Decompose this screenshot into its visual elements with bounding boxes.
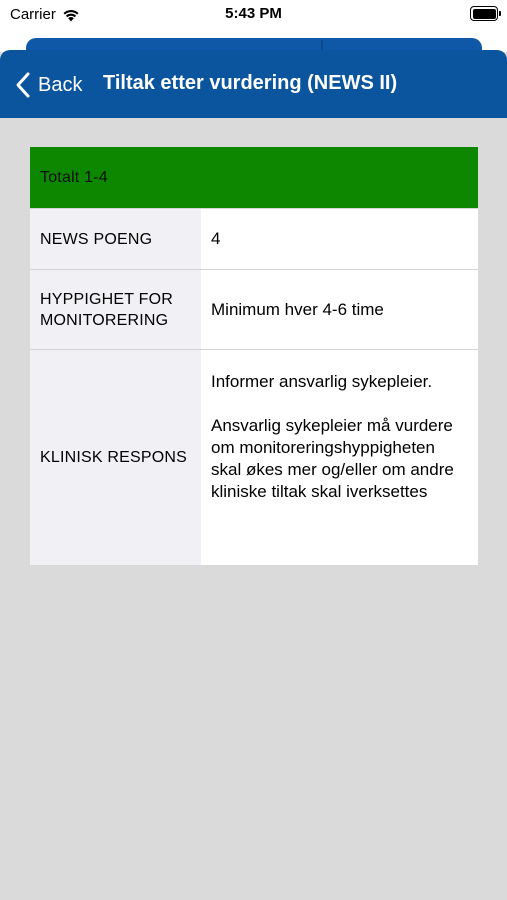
clinical-response-paragraph: Ansvarlig sykepleier må vurdere om monitoreringshyppigheten skal økes mer og/eller om andre kliniske tiltak skal iverksettes bbox=[211, 416, 454, 501]
table-row bbox=[30, 349, 478, 565]
row-label-news-poeng: NEWS POENG bbox=[30, 209, 201, 269]
battery-icon bbox=[470, 6, 498, 21]
chevron-left-icon bbox=[14, 71, 32, 99]
row-label-monitoring-frequency: HYPPIGHET FOR MONITORERING bbox=[30, 270, 201, 349]
clinical-response-paragraph: Informer ansvarlig sykepleier. bbox=[211, 372, 433, 391]
table-row bbox=[30, 208, 478, 269]
back-button[interactable] bbox=[14, 70, 82, 100]
row-value-news-poeng: 4 bbox=[201, 209, 478, 269]
assessment-table bbox=[30, 147, 478, 565]
table-header bbox=[30, 147, 478, 208]
table-header-label: Totalt 1-4 bbox=[40, 168, 108, 186]
page-title: Tiltak etter vurdering (NEWS II) bbox=[103, 72, 398, 94]
row-value-monitoring-frequency: Minimum hver 4-6 time bbox=[201, 270, 478, 349]
navigation-bar bbox=[0, 50, 507, 118]
carrier-label: Carrier bbox=[10, 6, 56, 23]
row-label-clinical-response: KLINISK RESPONS bbox=[30, 350, 201, 565]
status-bar bbox=[0, 0, 507, 30]
row-value-clinical-response bbox=[201, 350, 478, 565]
back-label: Back bbox=[38, 73, 83, 96]
status-time: 5:43 PM bbox=[225, 5, 282, 22]
table-row bbox=[30, 269, 478, 349]
